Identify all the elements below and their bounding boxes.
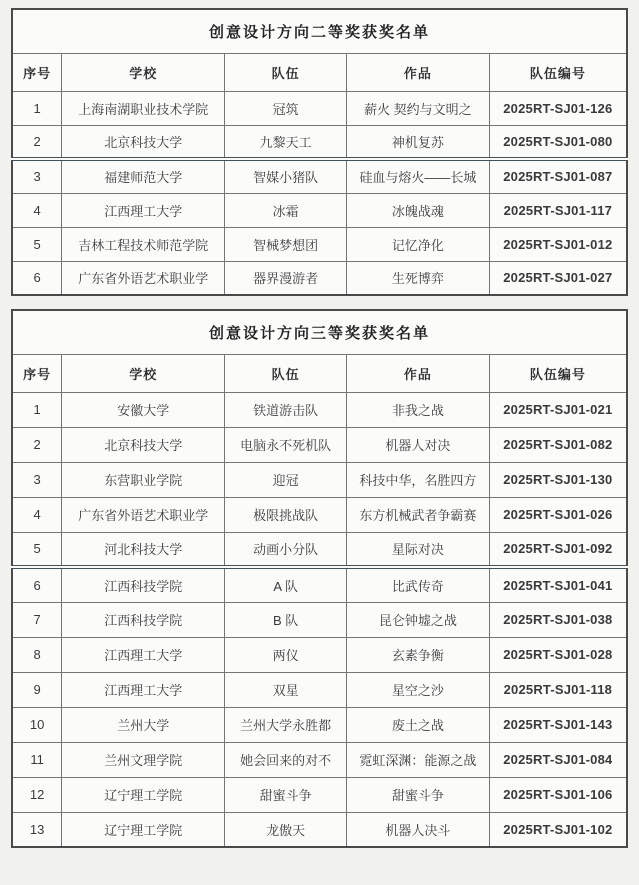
cell-school: 东营职业学院 [62, 462, 225, 497]
cell-school: 广东省外语艺术职业学 [62, 497, 225, 532]
cell-work: 神机复苏 [347, 125, 490, 159]
cell-code: 2025RT-SJ01-126 [489, 91, 627, 125]
third-prize-table-head [12, 310, 627, 392]
column-header-code: 队伍编号 [489, 354, 627, 392]
cell-code: 2025RT-SJ01-080 [489, 125, 627, 159]
cell-school: 辽宁理工学院 [62, 812, 225, 847]
cell-team: 极限挑战队 [225, 497, 347, 532]
cell-work: 科技中华，名胜四方 [347, 462, 490, 497]
column-header-school: 学校 [62, 354, 225, 392]
cell-work: 甜蜜斗争 [347, 777, 490, 812]
cell-no: 5 [12, 532, 62, 567]
table-row [12, 602, 627, 637]
cell-work: 生死博弈 [347, 261, 490, 295]
table-title: 创意设计方向三等奖获奖名单 [12, 310, 627, 354]
cell-school: 江西理工大学 [62, 637, 225, 672]
cell-code: 2025RT-SJ01-106 [489, 777, 627, 812]
cell-work: 冰魄战魂 [347, 193, 490, 227]
table-row [12, 462, 627, 497]
cell-team: 智械梦想团 [225, 227, 347, 261]
column-header-team: 队伍 [225, 354, 347, 392]
cell-team: 两仪 [225, 637, 347, 672]
table-title: 创意设计方向二等奖获奖名单 [12, 9, 627, 53]
cell-school: 广东省外语艺术职业学 [62, 261, 225, 295]
cell-code: 2025RT-SJ01-087 [489, 159, 627, 193]
table-row [12, 392, 627, 427]
cell-team: 冠筑 [225, 91, 347, 125]
column-header-team: 队伍 [225, 53, 347, 91]
cell-no: 4 [12, 193, 62, 227]
table-row [12, 672, 627, 707]
cell-team: 智媒小猪队 [225, 159, 347, 193]
third-prize-table-body [12, 392, 627, 847]
cell-school: 上海南湖职业技术学院 [62, 91, 225, 125]
table-row [12, 742, 627, 777]
table-row [12, 707, 627, 742]
cell-no: 5 [12, 227, 62, 261]
table-row [12, 497, 627, 532]
cell-code: 2025RT-SJ01-038 [489, 602, 627, 637]
cell-no: 13 [12, 812, 62, 847]
cell-team: 电脑永不死机队 [225, 427, 347, 462]
cell-code: 2025RT-SJ01-092 [489, 532, 627, 567]
table-row [12, 261, 627, 295]
cell-code: 2025RT-SJ01-021 [489, 392, 627, 427]
table-row [12, 427, 627, 462]
cell-team: 九黎天工 [225, 125, 347, 159]
cell-school: 江西理工大学 [62, 672, 225, 707]
cell-school: 江西科技学院 [62, 602, 225, 637]
cell-school: 江西理工大学 [62, 193, 225, 227]
cell-no: 12 [12, 777, 62, 812]
cell-team: 龙傲天 [225, 812, 347, 847]
cell-team: 铁道游击队 [225, 392, 347, 427]
cell-team: 器界漫游者 [225, 261, 347, 295]
cell-team: 她会回来的对不 [225, 742, 347, 777]
table-row [12, 567, 627, 602]
cell-team: 冰霜 [225, 193, 347, 227]
cell-school: 江西科技学院 [62, 567, 225, 602]
cell-no: 1 [12, 392, 62, 427]
cell-code: 2025RT-SJ01-084 [489, 742, 627, 777]
cell-no: 10 [12, 707, 62, 742]
cell-school: 福建师范大学 [62, 159, 225, 193]
column-header-school: 学校 [62, 53, 225, 91]
cell-team: 双星 [225, 672, 347, 707]
second-prize-table-head [12, 9, 627, 91]
cell-team: A 队 [225, 567, 347, 602]
column-header-no: 序号 [12, 53, 62, 91]
cell-no: 8 [12, 637, 62, 672]
cell-work: 非我之战 [347, 392, 490, 427]
cell-code: 2025RT-SJ01-028 [489, 637, 627, 672]
cell-work: 记忆净化 [347, 227, 490, 261]
cell-no: 2 [12, 427, 62, 462]
cell-school: 河北科技大学 [62, 532, 225, 567]
cell-work: 昆仑钟墟之战 [347, 602, 490, 637]
cell-work: 硅血与熔火——长城 [347, 159, 490, 193]
cell-school: 安徽大学 [62, 392, 225, 427]
cell-code: 2025RT-SJ01-012 [489, 227, 627, 261]
cell-no: 9 [12, 672, 62, 707]
cell-team: 兰州大学永胜都 [225, 707, 347, 742]
cell-no: 11 [12, 742, 62, 777]
cell-work: 玄素争衡 [347, 637, 490, 672]
cell-school: 北京科技大学 [62, 427, 225, 462]
cell-work: 机器人对决 [347, 427, 490, 462]
cell-code: 2025RT-SJ01-041 [489, 567, 627, 602]
cell-code: 2025RT-SJ01-082 [489, 427, 627, 462]
second-prize-table-body [12, 91, 627, 295]
cell-no: 6 [12, 567, 62, 602]
cell-code: 2025RT-SJ01-143 [489, 707, 627, 742]
table-row [12, 193, 627, 227]
cell-no: 3 [12, 462, 62, 497]
cell-team: 迎冠 [225, 462, 347, 497]
cell-work: 比武传奇 [347, 567, 490, 602]
cell-no: 3 [12, 159, 62, 193]
cell-school: 辽宁理工学院 [62, 777, 225, 812]
column-header-no: 序号 [12, 354, 62, 392]
cell-work: 霓虹深渊：能源之战 [347, 742, 490, 777]
third-prize-table [11, 309, 628, 848]
cell-school: 兰州大学 [62, 707, 225, 742]
column-header-work: 作品 [347, 354, 490, 392]
cell-no: 6 [12, 261, 62, 295]
table-row [12, 159, 627, 193]
cell-no: 2 [12, 125, 62, 159]
cell-work: 机器人决斗 [347, 812, 490, 847]
cell-team: 动画小分队 [225, 532, 347, 567]
cell-work: 星空之沙 [347, 672, 490, 707]
cell-code: 2025RT-SJ01-026 [489, 497, 627, 532]
cell-code: 2025RT-SJ01-102 [489, 812, 627, 847]
table-row [12, 125, 627, 159]
table-row [12, 777, 627, 812]
cell-code: 2025RT-SJ01-118 [489, 672, 627, 707]
cell-no: 7 [12, 602, 62, 637]
cell-work: 星际对决 [347, 532, 490, 567]
cell-code: 2025RT-SJ01-117 [489, 193, 627, 227]
cell-team: 甜蜜斗争 [225, 777, 347, 812]
cell-code: 2025RT-SJ01-130 [489, 462, 627, 497]
cell-work: 东方机械武者争霸赛 [347, 497, 490, 532]
table-row [12, 532, 627, 567]
cell-school: 兰州文理学院 [62, 742, 225, 777]
table-gap [11, 296, 628, 309]
column-header-work: 作品 [347, 53, 490, 91]
table-row [12, 91, 627, 125]
cell-no: 4 [12, 497, 62, 532]
cell-school: 吉林工程技术师范学院 [62, 227, 225, 261]
cell-team: B 队 [225, 602, 347, 637]
table-row [12, 812, 627, 847]
cell-code: 2025RT-SJ01-027 [489, 261, 627, 295]
table-row [12, 227, 627, 261]
cell-work: 薪火 契约与文明之 [347, 91, 490, 125]
column-header-code: 队伍编号 [489, 53, 627, 91]
cell-school: 北京科技大学 [62, 125, 225, 159]
cell-work: 废土之战 [347, 707, 490, 742]
cell-no: 1 [12, 91, 62, 125]
table-row [12, 637, 627, 672]
second-prize-table [11, 8, 628, 296]
